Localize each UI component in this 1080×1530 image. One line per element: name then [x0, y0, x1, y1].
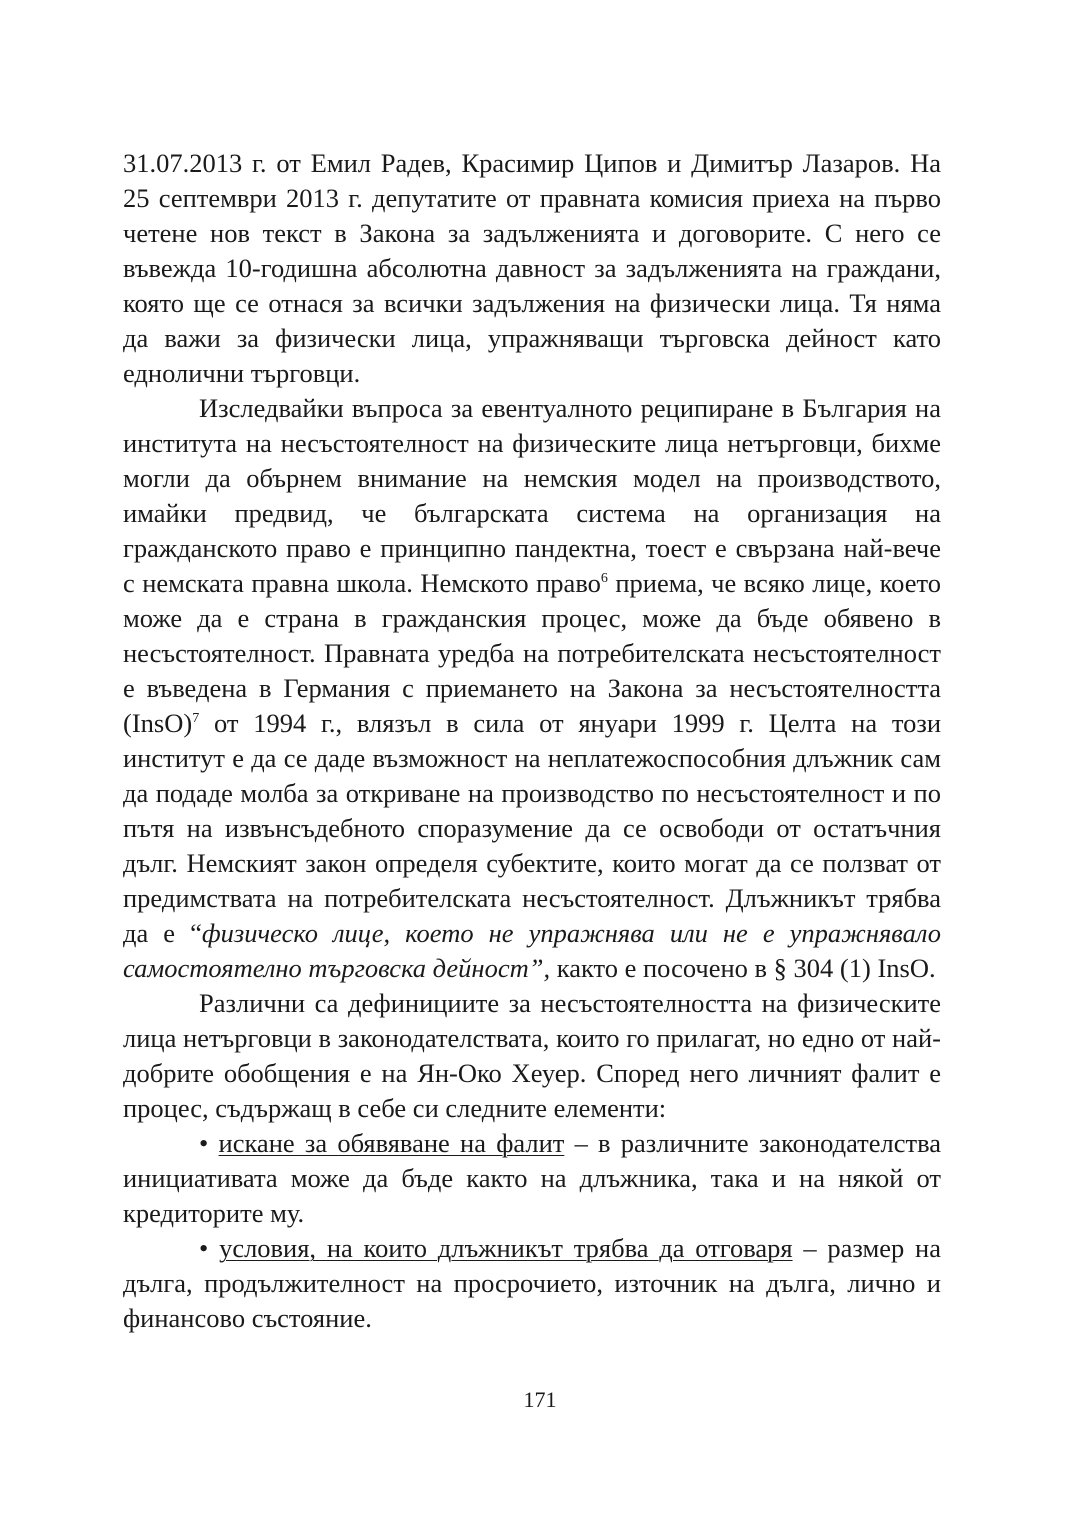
footnote-ref-6[interactable]: 6	[600, 571, 608, 586]
quoted-definition: физическо лице, което не упражнява или не е упражнявало самостоятелно търговска дейност	[123, 918, 941, 983]
paragraph-1: 31.07.2013 г. от Емил Радев, Красимир Ципов и Димитър Лазаров. На 25 септември 2013 г. депутатите от правната комисия приеха на първо четене нов текст в Закона за задълженията и договорите. С него се въвежда 10-годишна абсолютна давност за задълженията на граждани, която ще се отнася за всички задължения на физически лица. Тя няма да важи за физически лица, упражняващи търговска дейност като еднолични търговци.	[123, 148, 941, 388]
bullet-item-1	[123, 1126, 941, 1231]
bullet-mark: •	[199, 1233, 220, 1263]
bullet-term: условия, на които длъжникът трябва да отговаря	[219, 1233, 793, 1263]
paragraph-2	[123, 391, 941, 986]
paragraph-2-text-d: както е посочено в § 304 (1) InsO.	[556, 953, 936, 983]
paragraph-2-text-a: Изследвайки въпроса за евентуалното реципиране в България на института на несъстоятелност на физическите лица нетърговци, бихме могли да обърнем внимание на немския модел на производството, имайки предвид, че българската система на организация на гражданското право е принципно пандектна, тоест е свързана най-вече с немската правна школа. Немското право	[123, 393, 941, 598]
bullet-mark: •	[199, 1128, 219, 1158]
page-body	[123, 146, 941, 1336]
quote-close: ”,	[528, 953, 557, 983]
paragraph-2-text-b: приема, че всяко лице, което може да е страна в гражданския процес, може да бъде обявено в несъстоятелност. Правната уредба на потребителската несъстоятелност е въведена в Германия с приемането на Закона за несъстоятелността (InsO)	[123, 568, 941, 738]
paragraph-3: Различни са дефинициите за несъстоятелността на физическите лица нетърговци в законодателствата, които го прилагат, но едно от най-добрите обобщения е на Ян-Око Хеуер. Според него личният фалит е процес, съдържащ в себе си следните елементи:	[123, 988, 941, 1123]
bullet-term: искане за обявяване на фалит	[218, 1128, 565, 1158]
bullet-item-2	[123, 1231, 941, 1336]
paragraph-2-text-c: от 1994 г., влязъл в сила от януари 1999 г. Целта на този институт е да се даде възможност на неплатежоспособния длъжник сам да подаде молба за откриване на производство по несъстоятелност и по пътя на извънсъдебното споразумение да се освободи от остатъчния дълг. Немският закон определя субектите, които могат да се ползват от предимствата на потребителската несъстоятелност. Длъжникът трябва да е “	[123, 708, 941, 948]
bullet-text: – размер на дълга, продължителност на просрочието, източник на дълга, лично и финансово състояние.	[123, 1233, 942, 1333]
page-number: 171	[523, 1387, 557, 1412]
footnote-ref-7[interactable]: 7	[192, 711, 200, 726]
bullet-text: – в различните законодателства инициативата може да бъде както на длъжника, така и на някой от кредиторите му.	[123, 1128, 941, 1228]
